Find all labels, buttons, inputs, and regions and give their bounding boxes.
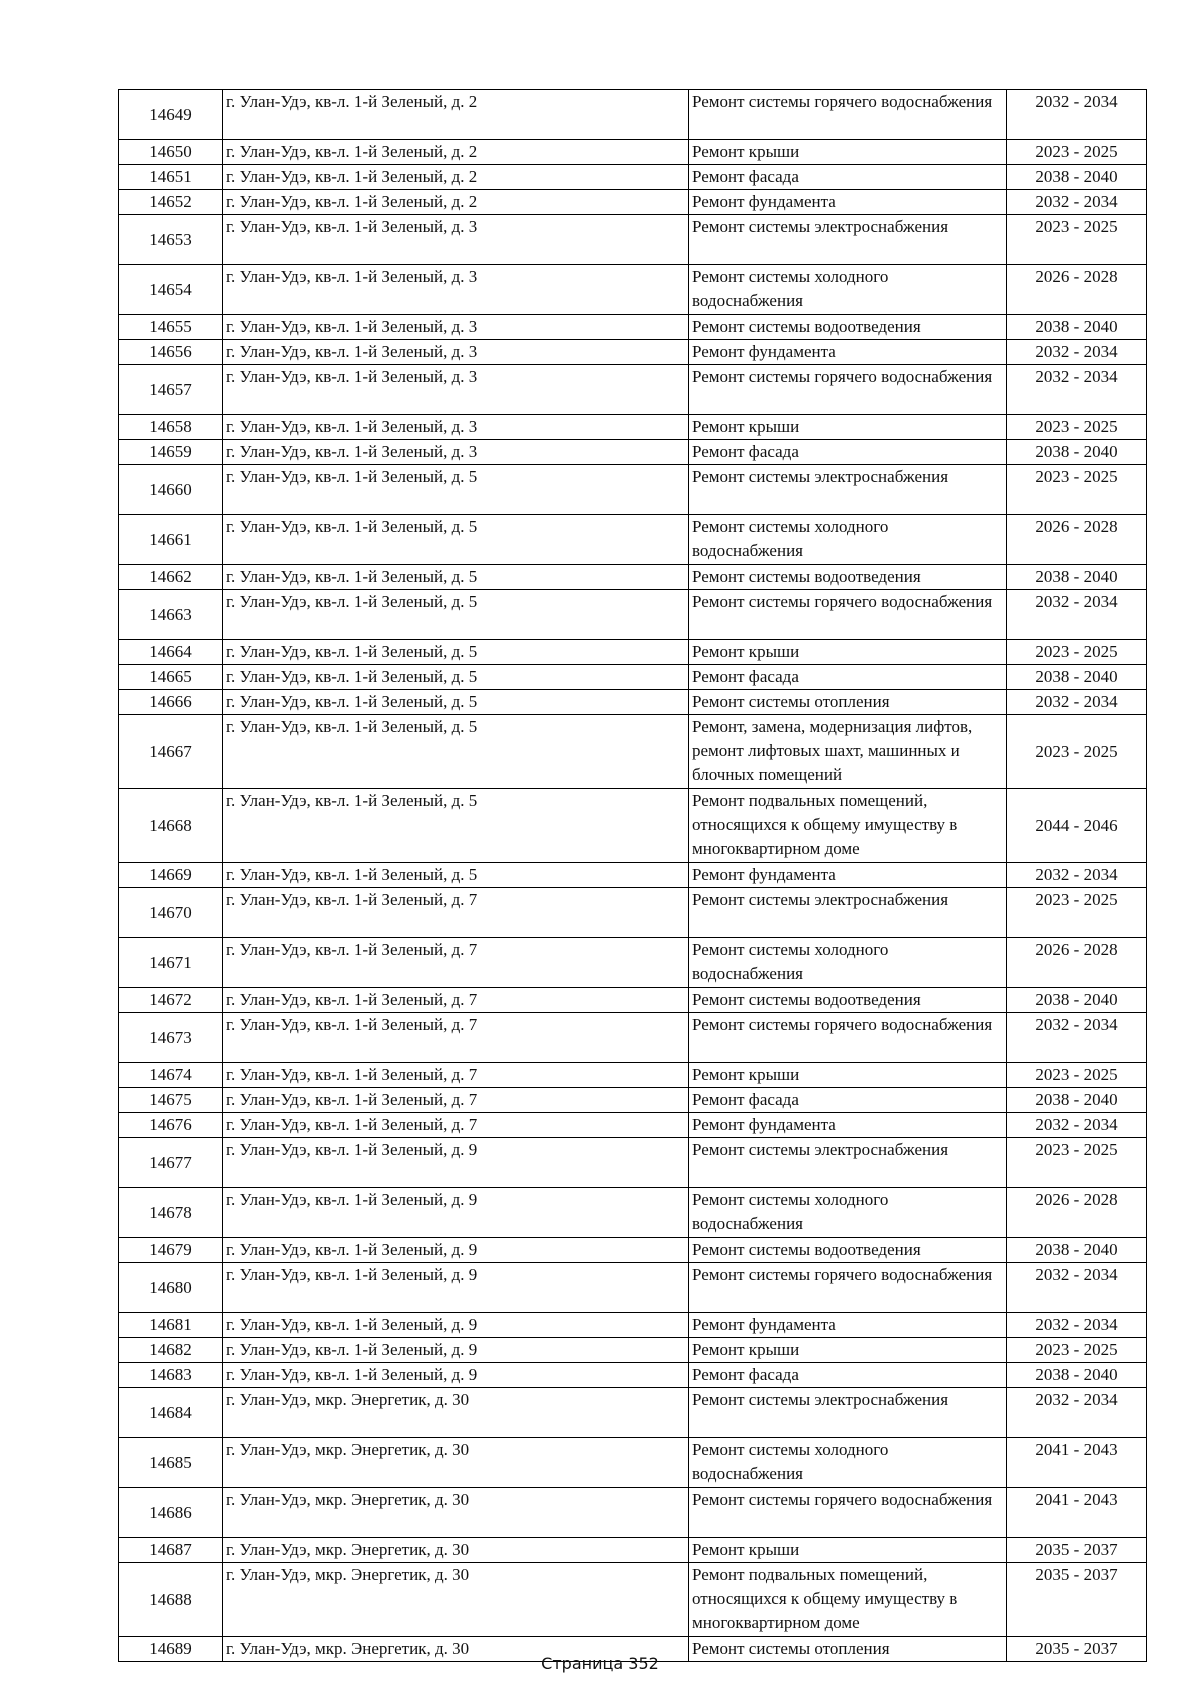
row-address: г. Улан-Удэ, мкр. Энергетик, д. 30 (223, 1438, 689, 1488)
row-work-type: Ремонт крыши (689, 415, 1007, 440)
row-work-type: Ремонт крыши (689, 640, 1007, 665)
row-address: г. Улан-Удэ, кв-л. 1-й Зеленый, д. 3 (223, 340, 689, 365)
row-work-type: Ремонт системы холодного водоснабжения (689, 1438, 1007, 1488)
row-address: г. Улан-Удэ, кв-л. 1-й Зеленый, д. 7 (223, 938, 689, 988)
row-work-type: Ремонт крыши (689, 1338, 1007, 1363)
table-row (119, 415, 1147, 440)
row-period: 2023 - 2025 (1007, 1138, 1147, 1188)
row-address: г. Улан-Удэ, кв-л. 1-й Зеленый, д. 2 (223, 190, 689, 215)
table-row (119, 665, 1147, 690)
row-number: 14681 (119, 1313, 223, 1338)
table-row (119, 1488, 1147, 1538)
row-period: 2032 - 2034 (1007, 1013, 1147, 1063)
row-work-type: Ремонт системы электроснабжения (689, 1138, 1007, 1188)
table-row (119, 315, 1147, 340)
row-address: г. Улан-Удэ, кв-л. 1-й Зеленый, д. 5 (223, 465, 689, 515)
row-number: 14682 (119, 1338, 223, 1363)
row-address: г. Улан-Удэ, кв-л. 1-й Зеленый, д. 7 (223, 1013, 689, 1063)
row-address: г. Улан-Удэ, кв-л. 1-й Зеленый, д. 7 (223, 988, 689, 1013)
row-work-type: Ремонт фасада (689, 1363, 1007, 1388)
row-number: 14659 (119, 440, 223, 465)
row-address: г. Улан-Удэ, кв-л. 1-й Зеленый, д. 9 (223, 1138, 689, 1188)
row-work-type: Ремонт крыши (689, 1538, 1007, 1563)
row-number: 14662 (119, 565, 223, 590)
row-address: г. Улан-Удэ, кв-л. 1-й Зеленый, д. 2 (223, 90, 689, 140)
row-work-type: Ремонт фасада (689, 665, 1007, 690)
row-number: 14676 (119, 1113, 223, 1138)
row-number: 14661 (119, 515, 223, 565)
row-period: 2032 - 2034 (1007, 1313, 1147, 1338)
row-period: 2038 - 2040 (1007, 1363, 1147, 1388)
row-number: 14674 (119, 1063, 223, 1088)
table-row (119, 340, 1147, 365)
table-row (119, 1538, 1147, 1563)
row-address: г. Улан-Удэ, кв-л. 1-й Зеленый, д. 3 (223, 265, 689, 315)
row-period: 2038 - 2040 (1007, 988, 1147, 1013)
row-number: 14668 (119, 789, 223, 863)
row-period: 2038 - 2040 (1007, 165, 1147, 190)
table-row (119, 1088, 1147, 1113)
row-work-type: Ремонт системы электроснабжения (689, 888, 1007, 938)
table-row (119, 1438, 1147, 1488)
row-number: 14665 (119, 665, 223, 690)
row-number: 14660 (119, 465, 223, 515)
row-work-type: Ремонт фундамента (689, 340, 1007, 365)
row-number: 14669 (119, 863, 223, 888)
row-number: 14672 (119, 988, 223, 1013)
row-period: 2038 - 2040 (1007, 440, 1147, 465)
row-address: г. Улан-Удэ, кв-л. 1-й Зеленый, д. 5 (223, 640, 689, 665)
row-number: 14687 (119, 1538, 223, 1563)
row-period: 2038 - 2040 (1007, 315, 1147, 340)
row-address: г. Улан-Удэ, кв-л. 1-й Зеленый, д. 2 (223, 140, 689, 165)
row-address: г. Улан-Удэ, кв-л. 1-й Зеленый, д. 3 (223, 440, 689, 465)
row-period: 2041 - 2043 (1007, 1488, 1147, 1538)
row-number: 14671 (119, 938, 223, 988)
row-period: 2032 - 2034 (1007, 340, 1147, 365)
table-row (119, 365, 1147, 415)
row-number: 14678 (119, 1188, 223, 1238)
page-number: Страница 352 (541, 1654, 659, 1673)
table-row (119, 988, 1147, 1013)
table-row (119, 565, 1147, 590)
table-row (119, 1138, 1147, 1188)
table-row (119, 140, 1147, 165)
table-row (119, 640, 1147, 665)
row-address: г. Улан-Удэ, кв-л. 1-й Зеленый, д. 5 (223, 715, 689, 789)
row-number: 14666 (119, 690, 223, 715)
table-row (119, 265, 1147, 315)
row-number: 14651 (119, 165, 223, 190)
row-address: г. Улан-Удэ, мкр. Энергетик, д. 30 (223, 1563, 689, 1637)
row-address: г. Улан-Удэ, кв-л. 1-й Зеленый, д. 5 (223, 515, 689, 565)
row-work-type: Ремонт системы водоотведения (689, 565, 1007, 590)
table-row (119, 1013, 1147, 1063)
row-work-type: Ремонт системы водоотведения (689, 315, 1007, 340)
row-address: г. Улан-Удэ, кв-л. 1-й Зеленый, д. 5 (223, 590, 689, 640)
row-address: г. Улан-Удэ, кв-л. 1-й Зеленый, д. 9 (223, 1363, 689, 1388)
row-period: 2023 - 2025 (1007, 1063, 1147, 1088)
row-address: г. Улан-Удэ, кв-л. 1-й Зеленый, д. 2 (223, 165, 689, 190)
row-period: 2035 - 2037 (1007, 1637, 1147, 1662)
row-work-type: Ремонт фундамента (689, 190, 1007, 215)
table-row (119, 440, 1147, 465)
row-period: 2023 - 2025 (1007, 1338, 1147, 1363)
row-period: 2032 - 2034 (1007, 1263, 1147, 1313)
row-work-type: Ремонт фундамента (689, 1313, 1007, 1338)
row-period: 2041 - 2043 (1007, 1438, 1147, 1488)
row-work-type: Ремонт фасада (689, 165, 1007, 190)
table-row (119, 1388, 1147, 1438)
row-work-type: Ремонт крыши (689, 140, 1007, 165)
row-work-type: Ремонт фундамента (689, 863, 1007, 888)
table-row (119, 1238, 1147, 1263)
row-address: г. Улан-Удэ, кв-л. 1-й Зеленый, д. 3 (223, 365, 689, 415)
row-work-type: Ремонт, замена, модернизация лифтов, ремонт лифтовых шахт, машинных и блочных помещений (689, 715, 1007, 789)
row-number: 14677 (119, 1138, 223, 1188)
row-address: г. Улан-Удэ, мкр. Энергетик, д. 30 (223, 1488, 689, 1538)
row-work-type: Ремонт системы горячего водоснабжения (689, 365, 1007, 415)
row-address: г. Улан-Удэ, кв-л. 1-й Зеленый, д. 5 (223, 665, 689, 690)
row-number: 14686 (119, 1488, 223, 1538)
row-work-type: Ремонт фасада (689, 440, 1007, 465)
row-address: г. Улан-Удэ, кв-л. 1-й Зеленый, д. 9 (223, 1338, 689, 1363)
row-address: г. Улан-Удэ, кв-л. 1-й Зеленый, д. 5 (223, 565, 689, 590)
row-work-type: Ремонт системы холодного водоснабжения (689, 938, 1007, 988)
row-work-type: Ремонт системы электроснабжения (689, 465, 1007, 515)
row-address: г. Улан-Удэ, кв-л. 1-й Зеленый, д. 3 (223, 315, 689, 340)
row-number: 14673 (119, 1013, 223, 1063)
row-period: 2032 - 2034 (1007, 1388, 1147, 1438)
row-work-type: Ремонт фундамента (689, 1113, 1007, 1138)
row-work-type: Ремонт подвальных помещений, относящихся к общему имуществу в многоквартирном доме (689, 789, 1007, 863)
table-row (119, 515, 1147, 565)
row-number: 14663 (119, 590, 223, 640)
row-number: 14689 (119, 1637, 223, 1662)
row-address: г. Улан-Удэ, мкр. Энергетик, д. 30 (223, 1538, 689, 1563)
row-number: 14664 (119, 640, 223, 665)
row-period: 2032 - 2034 (1007, 590, 1147, 640)
table-row (119, 215, 1147, 265)
row-period: 2032 - 2034 (1007, 863, 1147, 888)
row-period: 2032 - 2034 (1007, 90, 1147, 140)
row-period: 2026 - 2028 (1007, 265, 1147, 315)
row-period: 2032 - 2034 (1007, 690, 1147, 715)
row-period: 2032 - 2034 (1007, 1113, 1147, 1138)
table-row (119, 1563, 1147, 1637)
table-row (119, 90, 1147, 140)
row-number: 14683 (119, 1363, 223, 1388)
table-row (119, 165, 1147, 190)
row-period: 2026 - 2028 (1007, 1188, 1147, 1238)
row-address: г. Улан-Удэ, кв-л. 1-й Зеленый, д. 9 (223, 1188, 689, 1238)
table-row (119, 1188, 1147, 1238)
table-row (119, 1063, 1147, 1088)
row-period: 2038 - 2040 (1007, 1088, 1147, 1113)
row-number: 14653 (119, 215, 223, 265)
row-period: 2023 - 2025 (1007, 465, 1147, 515)
table-row (119, 938, 1147, 988)
row-number: 14685 (119, 1438, 223, 1488)
table-row (119, 888, 1147, 938)
row-number: 14675 (119, 1088, 223, 1113)
row-period: 2035 - 2037 (1007, 1563, 1147, 1637)
row-period: 2035 - 2037 (1007, 1538, 1147, 1563)
row-number: 14684 (119, 1388, 223, 1438)
table-row (119, 1113, 1147, 1138)
row-address: г. Улан-Удэ, кв-л. 1-й Зеленый, д. 5 (223, 690, 689, 715)
row-work-type: Ремонт системы горячего водоснабжения (689, 1488, 1007, 1538)
row-address: г. Улан-Удэ, кв-л. 1-й Зеленый, д. 5 (223, 789, 689, 863)
row-period: 2038 - 2040 (1007, 665, 1147, 690)
row-work-type: Ремонт системы отопления (689, 690, 1007, 715)
row-address: г. Улан-Удэ, мкр. Энергетик, д. 30 (223, 1637, 689, 1662)
row-address: г. Улан-Удэ, кв-л. 1-й Зеленый, д. 9 (223, 1238, 689, 1263)
row-work-type: Ремонт фасада (689, 1088, 1007, 1113)
row-number: 14658 (119, 415, 223, 440)
table-row (119, 1363, 1147, 1388)
row-period: 2038 - 2040 (1007, 565, 1147, 590)
row-work-type: Ремонт системы холодного водоснабжения (689, 265, 1007, 315)
row-number: 14652 (119, 190, 223, 215)
table-row (119, 1338, 1147, 1363)
row-period: 2038 - 2040 (1007, 1238, 1147, 1263)
table-row (119, 1263, 1147, 1313)
table-row (119, 715, 1147, 789)
table-row (119, 1313, 1147, 1338)
table-row (119, 465, 1147, 515)
row-number: 14649 (119, 90, 223, 140)
row-period: 2023 - 2025 (1007, 415, 1147, 440)
row-period: 2026 - 2028 (1007, 515, 1147, 565)
table-row (119, 590, 1147, 640)
row-period: 2026 - 2028 (1007, 938, 1147, 988)
row-address: г. Улан-Удэ, кв-л. 1-й Зеленый, д. 3 (223, 215, 689, 265)
row-work-type: Ремонт системы горячего водоснабжения (689, 1013, 1007, 1063)
row-work-type: Ремонт системы холодного водоснабжения (689, 1188, 1007, 1238)
row-period: 2032 - 2034 (1007, 365, 1147, 415)
table-row (119, 863, 1147, 888)
row-period: 2023 - 2025 (1007, 640, 1147, 665)
row-number: 14679 (119, 1238, 223, 1263)
table-row (119, 190, 1147, 215)
row-address: г. Улан-Удэ, кв-л. 1-й Зеленый, д. 7 (223, 1088, 689, 1113)
row-number: 14650 (119, 140, 223, 165)
row-number: 14656 (119, 340, 223, 365)
row-period: 2023 - 2025 (1007, 140, 1147, 165)
row-number: 14657 (119, 365, 223, 415)
table-row (119, 690, 1147, 715)
row-work-type: Ремонт подвальных помещений, относящихся к общему имуществу в многоквартирном доме (689, 1563, 1007, 1637)
row-work-type: Ремонт системы отопления (689, 1637, 1007, 1662)
row-period: 2023 - 2025 (1007, 715, 1147, 789)
row-work-type: Ремонт системы водоотведения (689, 988, 1007, 1013)
row-number: 14655 (119, 315, 223, 340)
table-body (119, 90, 1147, 1662)
row-address: г. Улан-Удэ, кв-л. 1-й Зеленый, д. 5 (223, 863, 689, 888)
row-period: 2032 - 2034 (1007, 190, 1147, 215)
row-address: г. Улан-Удэ, кв-л. 1-й Зеленый, д. 7 (223, 1063, 689, 1088)
repair-schedule-table (118, 89, 1147, 1662)
row-work-type: Ремонт системы водоотведения (689, 1238, 1007, 1263)
row-number: 14688 (119, 1563, 223, 1637)
row-address: г. Улан-Удэ, мкр. Энергетик, д. 30 (223, 1388, 689, 1438)
row-address: г. Улан-Удэ, кв-л. 1-й Зеленый, д. 9 (223, 1263, 689, 1313)
row-period: 2044 - 2046 (1007, 789, 1147, 863)
row-number: 14654 (119, 265, 223, 315)
row-work-type: Ремонт системы горячего водоснабжения (689, 1263, 1007, 1313)
row-number: 14680 (119, 1263, 223, 1313)
row-work-type: Ремонт системы электроснабжения (689, 215, 1007, 265)
row-address: г. Улан-Удэ, кв-л. 1-й Зеленый, д. 7 (223, 888, 689, 938)
row-number: 14667 (119, 715, 223, 789)
row-address: г. Улан-Удэ, кв-л. 1-й Зеленый, д. 3 (223, 415, 689, 440)
row-work-type: Ремонт системы холодного водоснабжения (689, 515, 1007, 565)
row-work-type: Ремонт системы горячего водоснабжения (689, 590, 1007, 640)
row-work-type: Ремонт крыши (689, 1063, 1007, 1088)
row-address: г. Улан-Удэ, кв-л. 1-й Зеленый, д. 9 (223, 1313, 689, 1338)
row-period: 2023 - 2025 (1007, 215, 1147, 265)
row-address: г. Улан-Удэ, кв-л. 1-й Зеленый, д. 7 (223, 1113, 689, 1138)
row-work-type: Ремонт системы горячего водоснабжения (689, 90, 1007, 140)
row-work-type: Ремонт системы электроснабжения (689, 1388, 1007, 1438)
row-number: 14670 (119, 888, 223, 938)
row-period: 2023 - 2025 (1007, 888, 1147, 938)
table-row (119, 789, 1147, 863)
